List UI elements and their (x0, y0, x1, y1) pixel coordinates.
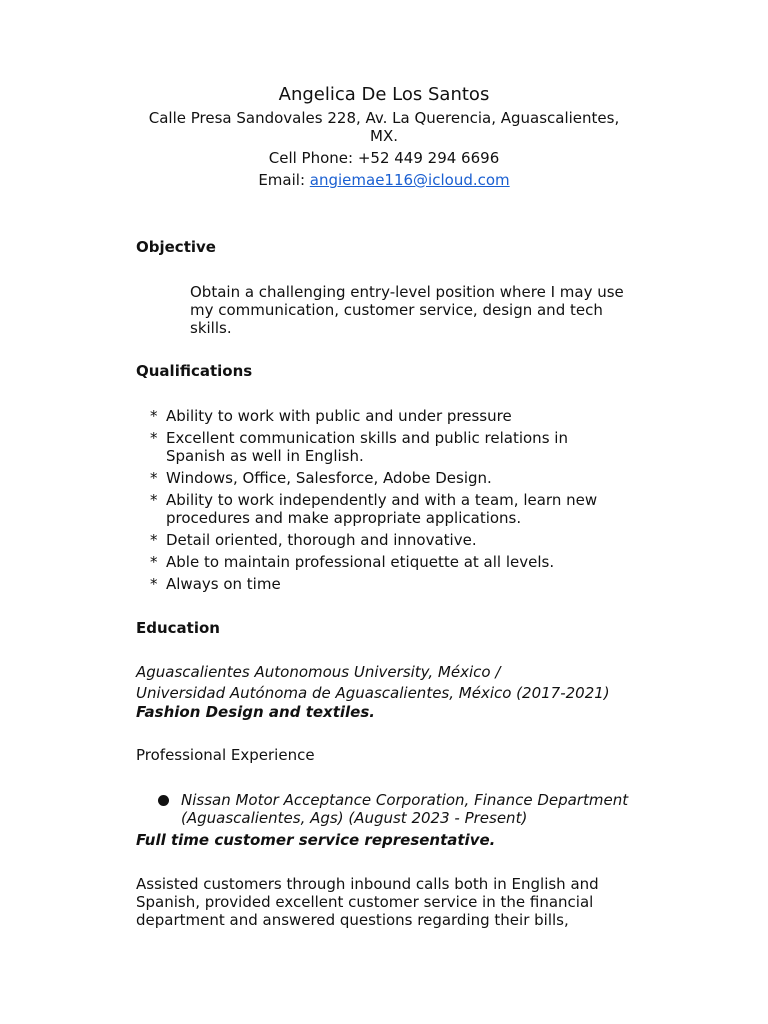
asterisk-bullet: * (150, 491, 158, 509)
experience-heading: Professional Experience (136, 746, 315, 764)
phone-number: Cell Phone: +52 449 294 6696 (268, 149, 500, 167)
objective-text: Obtain a challenging entry-level position where I may use my communication, customer service, design and tech skills. (190, 283, 624, 337)
qualification-text: Always on time (166, 575, 281, 593)
employer-text: Nissan Motor Acceptance Corporation, Finance Department (Aguascalientes, Ags) (August 2023 - Present) (181, 791, 629, 827)
objective-heading: Objective (136, 238, 216, 256)
qualification-text: Windows, Office, Salesforce, Adobe Design. (166, 469, 492, 487)
list-item (150, 429, 630, 465)
email-line (136, 171, 632, 189)
address-line-2: MX. (370, 127, 398, 145)
asterisk-bullet: * (150, 531, 158, 549)
list-item (150, 553, 630, 571)
education-heading: Education (136, 619, 220, 637)
list-item (158, 791, 638, 827)
asterisk-bullet: * (150, 575, 158, 593)
resume-header (136, 84, 632, 189)
degree: Fashion Design and textiles. (136, 703, 375, 721)
qualification-text: Ability to work independently and with a team, learn new procedures and make appropriate applications. (166, 491, 598, 527)
list-item (150, 531, 630, 549)
asterisk-bullet: * (150, 407, 158, 425)
qualifications-list (150, 407, 630, 597)
asterisk-bullet: * (150, 429, 158, 447)
list-item (150, 491, 630, 527)
applicant-name: Angelica De Los Santos (278, 84, 490, 105)
list-item (150, 469, 630, 487)
list-item (150, 407, 630, 425)
asterisk-bullet: * (150, 469, 158, 487)
experience-list (158, 791, 638, 827)
address-line-1: Calle Presa Sandovales 228, Av. La Querencia, Aguascalientes, (148, 109, 620, 127)
list-item (150, 575, 630, 593)
qualification-text: Ability to work with public and under pressure (166, 407, 512, 425)
school-name-en: Aguascalientes Autonomous University, México / (136, 663, 501, 681)
qualifications-heading: Qualifications (136, 362, 253, 380)
qualification-text: Detail oriented, thorough and innovative. (166, 531, 477, 549)
qualification-text: Excellent communication skills and public relations in Spanish as well in English. (166, 429, 568, 465)
asterisk-bullet: * (150, 553, 158, 571)
school-name-es: Universidad Autónoma de Aguascalientes, México (2017-2021) (136, 684, 610, 702)
job-description: Assisted customers through inbound calls both in English and Spanish, provided excellent customer service in the financial department and answered questions regarding their bills, (136, 875, 599, 929)
bullet-dot-icon (158, 795, 169, 806)
email-link[interactable]: angiemae116@icloud.com (309, 171, 510, 189)
job-role: Full time customer service representative. (136, 831, 496, 849)
qualification-text: Able to maintain professional etiquette at all levels. (166, 553, 555, 571)
email-label: Email: (258, 171, 310, 189)
